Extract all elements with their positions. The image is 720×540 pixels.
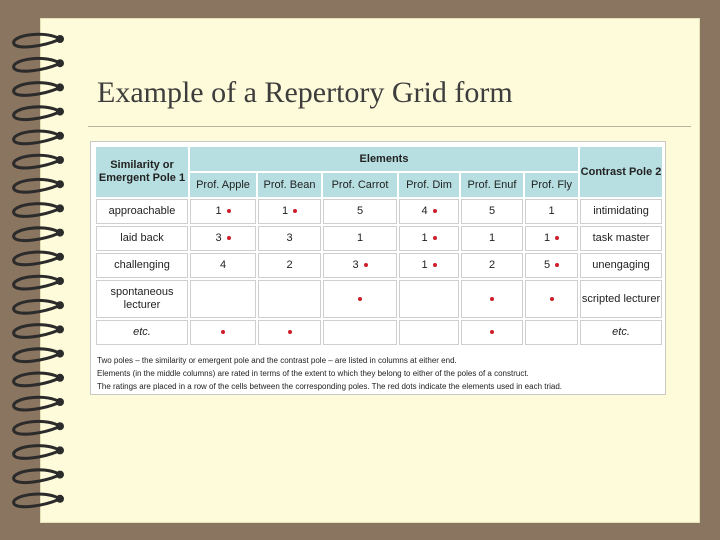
emergent-pole-header: Similarity or Emergent Pole 1: [96, 147, 188, 197]
rating-value: 2: [286, 259, 293, 271]
spiral-hole: [56, 325, 64, 333]
grid-row: [96, 226, 662, 251]
rating-cell[interactable]: [323, 226, 397, 251]
spiral-ring: [14, 300, 58, 313]
emergent-pole-cell: challenging: [96, 253, 188, 278]
triad-dot-icon: [364, 263, 368, 267]
rating-value: 3: [286, 232, 293, 244]
element-header: Prof. Fly: [525, 173, 578, 197]
grid-row: [96, 199, 662, 224]
spiral-hole: [56, 204, 64, 212]
rating-value: 5: [356, 205, 364, 217]
spiral-hole: [56, 35, 64, 43]
rating-cell[interactable]: [258, 199, 321, 224]
rating-cell[interactable]: [190, 199, 256, 224]
spiral-ring: [14, 204, 58, 217]
rating-value: 5: [488, 205, 496, 217]
spiral-hole: [56, 277, 64, 285]
spiral-ring: [14, 155, 58, 168]
triad-dot-icon: [433, 209, 437, 213]
note-line: Elements (in the middle columns) are rated in terms of the extent to which they belong to either of the poles of a construct.: [97, 369, 529, 378]
rating-cell[interactable]: [258, 253, 321, 278]
spiral-hole: [56, 374, 64, 382]
triad-dot-icon: [490, 297, 494, 301]
rating-cell[interactable]: [525, 253, 578, 278]
rating-cell[interactable]: [525, 320, 578, 345]
spiral-hole: [56, 253, 64, 261]
contrast-pole-cell: intimidating: [580, 199, 662, 224]
elements-header: Elements: [190, 147, 578, 171]
spiral-hole: [56, 132, 64, 140]
spiral-hole: [56, 422, 64, 430]
spiral-hole: [56, 398, 64, 406]
rating-value: 1: [281, 205, 289, 217]
rating-value: 1: [488, 232, 496, 244]
spiral-ring: [14, 446, 58, 459]
rating-cell[interactable]: [461, 253, 523, 278]
grid-notes: [97, 354, 661, 393]
emergent-pole-cell: approachable: [96, 199, 188, 224]
spiral-ring: [14, 373, 58, 386]
rating-value: 1: [421, 232, 428, 244]
slide-title: Example of a Repertory Grid form: [97, 76, 513, 109]
rating-cell[interactable]: [461, 320, 523, 345]
repertory-grid-form: [90, 141, 666, 395]
spiral-hole: [56, 229, 64, 237]
rating-value: 1: [548, 205, 555, 217]
triad-dot-icon: [358, 297, 362, 301]
emergent-pole-cell: spontaneous lecturer: [96, 280, 188, 318]
triad-dot-icon: [433, 236, 437, 240]
spiral-hole: [56, 350, 64, 358]
rating-value: 4: [421, 205, 428, 217]
rating-cell[interactable]: [399, 199, 459, 224]
rating-cell[interactable]: [399, 320, 459, 345]
triad-dot-icon: [288, 330, 292, 334]
emergent-pole-cell: laid back: [96, 226, 188, 251]
spiral-hole: [56, 180, 64, 188]
spiral-ring: [14, 494, 58, 507]
spiral-ring: [14, 83, 58, 96]
emergent-pole-cell: etc.: [96, 320, 188, 345]
rating-value: 4: [219, 259, 227, 271]
spiral-hole: [56, 156, 64, 164]
repertory-grid-table: [94, 145, 664, 347]
spiral-hole: [56, 471, 64, 479]
rating-cell[interactable]: [323, 280, 397, 318]
spiral-binding-icon: [0, 0, 80, 540]
rating-value: 3: [215, 232, 222, 244]
rating-cell[interactable]: [399, 280, 459, 318]
spiral-hole: [56, 446, 64, 454]
spiral-ring: [14, 228, 58, 241]
note-line: The ratings are placed in a row of the cells between the corresponding poles. The red dots indicate the elements used in each triad.: [97, 382, 563, 391]
rating-cell[interactable]: [399, 253, 459, 278]
spiral-ring: [14, 107, 58, 120]
element-header: Prof. Enuf: [461, 173, 523, 197]
rating-value: 1: [543, 232, 551, 244]
rating-cell[interactable]: [323, 253, 397, 278]
grid-row: [96, 280, 662, 318]
spiral-ring: [14, 421, 58, 434]
triad-dot-icon: [555, 263, 559, 267]
note-line: Two poles – the similarity or emergent pole and the contrast pole – are listed in columns at either end.: [97, 356, 457, 365]
spiral-hole: [56, 108, 64, 116]
triad-dot-icon: [227, 236, 231, 240]
rating-cell[interactable]: [461, 226, 523, 251]
rating-cell[interactable]: [461, 199, 523, 224]
rating-cell[interactable]: [323, 199, 397, 224]
spiral-hole: [56, 495, 64, 503]
spiral-hole: [56, 301, 64, 309]
spiral-ring: [14, 58, 58, 71]
spiral-ring: [14, 252, 58, 265]
rating-value: 5: [543, 259, 551, 271]
rating-cell[interactable]: [190, 320, 256, 345]
triad-dot-icon: [227, 209, 231, 213]
triad-dot-icon: [433, 263, 437, 267]
triad-dot-icon: [555, 236, 559, 240]
contrast-pole-cell: scripted lecturer: [580, 280, 662, 318]
contrast-pole-cell: unengaging: [580, 253, 662, 278]
spiral-hole: [56, 83, 64, 91]
triad-dot-icon: [293, 209, 297, 213]
spiral-ring: [14, 349, 58, 362]
spiral-ring: [14, 131, 58, 144]
rating-value: 1: [356, 232, 364, 244]
grid-row: [96, 253, 662, 278]
element-header: Prof. Apple: [190, 173, 256, 197]
rating-cell[interactable]: [190, 253, 256, 278]
contrast-pole-cell: task master: [580, 226, 662, 251]
rating-cell[interactable]: [525, 226, 578, 251]
triad-dot-icon: [550, 297, 554, 301]
rating-cell[interactable]: [461, 280, 523, 318]
spiral-ring: [14, 470, 58, 483]
spiral-ring: [14, 325, 58, 338]
rating-cell[interactable]: [258, 226, 321, 251]
rating-value: 1: [215, 205, 222, 217]
contrast-pole-cell: etc.: [580, 320, 662, 345]
spiral-ring: [14, 397, 58, 410]
spiral-ring: [14, 34, 58, 47]
element-header: Prof. Dim: [399, 173, 459, 197]
element-header: Prof. Bean: [258, 173, 321, 197]
rating-cell[interactable]: [258, 280, 321, 318]
rating-cell[interactable]: [323, 320, 397, 345]
rating-value: 2: [488, 259, 496, 271]
grid-row: [96, 320, 662, 345]
triad-dot-icon: [221, 330, 225, 334]
contrast-pole-header: Contrast Pole 2: [580, 147, 662, 197]
rating-cell[interactable]: [190, 226, 256, 251]
element-header: Prof. Carrot: [323, 173, 397, 197]
rating-cell[interactable]: [525, 199, 578, 224]
rating-value: 1: [421, 259, 428, 271]
triad-dot-icon: [490, 330, 494, 334]
spiral-ring: [14, 179, 58, 192]
spiral-ring: [14, 276, 58, 289]
title-divider: [88, 126, 691, 127]
rating-cell[interactable]: [525, 280, 578, 318]
rating-cell[interactable]: [399, 226, 459, 251]
rating-cell[interactable]: [190, 280, 256, 318]
rating-cell[interactable]: [258, 320, 321, 345]
spiral-hole: [56, 59, 64, 67]
rating-value: 3: [352, 259, 359, 271]
